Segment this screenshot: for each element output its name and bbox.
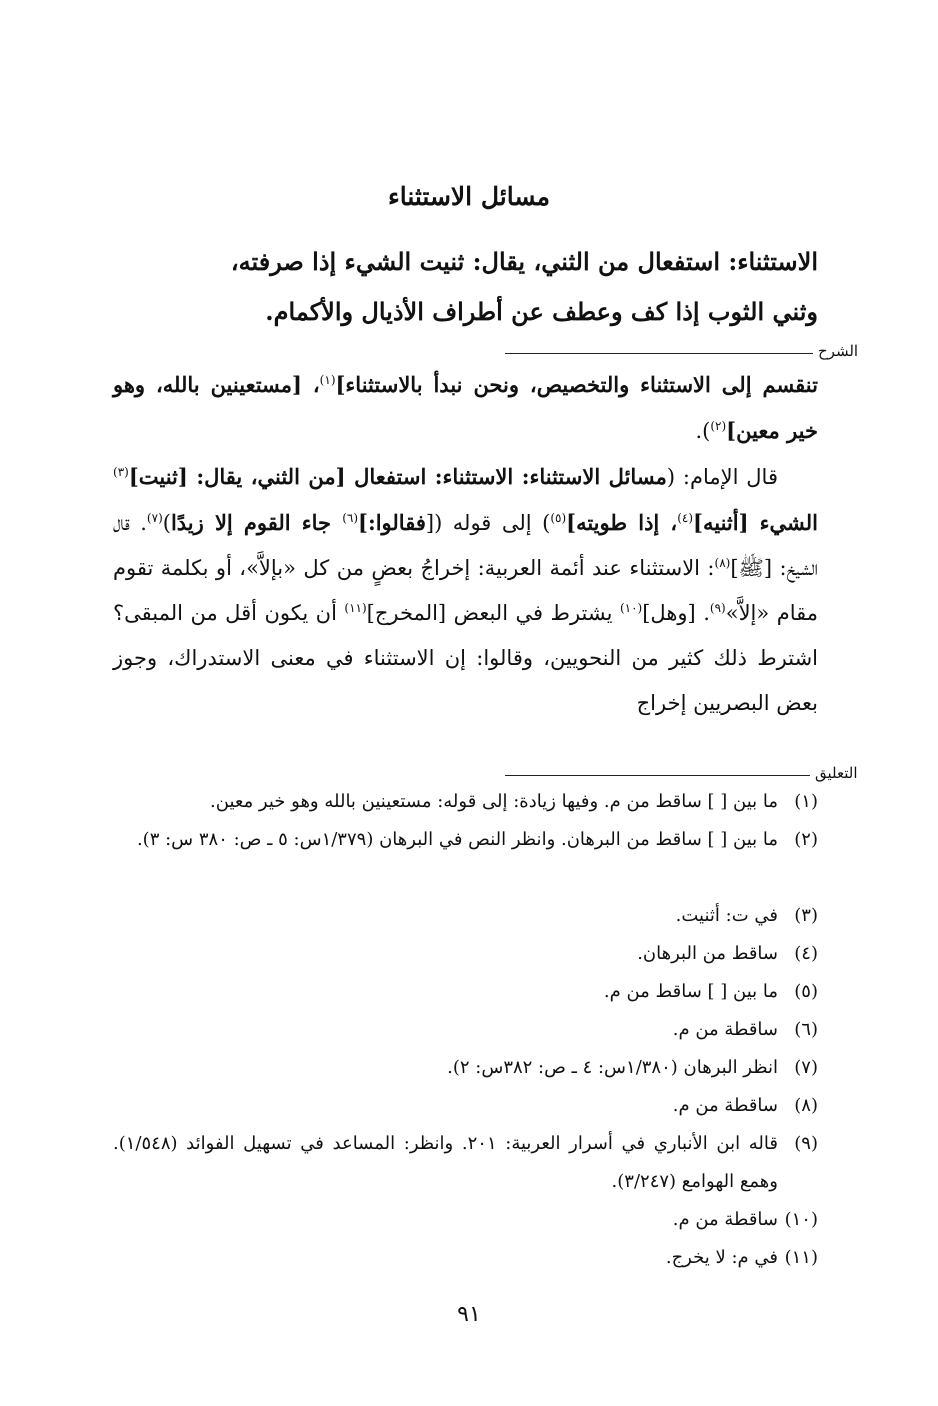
footnote-ref: (٧) xyxy=(146,511,163,525)
footnote-number: (١١) xyxy=(784,1247,818,1268)
footnote-item xyxy=(113,1125,818,1201)
sharh-segment: فقالوا:] xyxy=(358,510,426,535)
footnote-number: (٤) xyxy=(794,943,818,964)
footnote-item xyxy=(113,1201,818,1239)
sharh-label: الشرح xyxy=(818,342,859,360)
footnote-ref: (٦) xyxy=(342,511,359,525)
sharh-divider xyxy=(505,353,813,354)
footnote-item xyxy=(113,1011,818,1049)
sharh-segment: ). xyxy=(695,419,711,443)
footnote-number: (٩) xyxy=(794,1133,818,1154)
sharh-segment: ، [مستعينين بالله، وهو خير معين] xyxy=(113,372,818,443)
footnote-text: ما بين [ ] ساقط من م. وفيها زيادة: إلى قوله: مستعينين بالله وهو خير معين. xyxy=(210,791,778,812)
footnote-ref: (١١) xyxy=(344,601,367,615)
sharh-segment: . [وهل] xyxy=(642,601,710,625)
sharh-segment: تنقسم إلى الاستثناء والتخصيص، ونحن نبدأ بالاستثناء] xyxy=(335,372,818,397)
sharh-segment: ) إلى قوله ([ xyxy=(425,511,551,535)
footnote-number: (١) xyxy=(794,791,818,812)
sharh-segment: يشترط في البعض [المخرج] xyxy=(366,601,620,625)
footnote-ref: (١) xyxy=(319,373,336,387)
footnote-ref: (٤) xyxy=(677,511,694,525)
matn-text xyxy=(118,237,818,337)
footnote-item xyxy=(113,973,818,1011)
sharh-segment: أن يكون أقل من المبقى؟ اشترط ذلك كثير من النحويين، وقالوا: إن الاستثناء في معنى الاستدراك، وجوز بعض البصريين إخراج xyxy=(113,601,818,715)
footnote-ref: (٨) xyxy=(714,556,731,570)
footnote-text: قاله ابن الأنباري في أسرار العربية: ٢٠١. وانظر: المساعد في تسهيل الفوائد (١/٥٤٨). وهمع الهوامع (٣/٢٤٧). xyxy=(113,1133,778,1192)
taliq-divider xyxy=(505,775,810,776)
footnote-item xyxy=(113,935,818,973)
footnote-ref: (٢) xyxy=(710,419,727,433)
footnote-number: (٢) xyxy=(794,829,818,850)
sharh-paragraph xyxy=(113,454,818,726)
footnote-item xyxy=(113,821,818,897)
matn-line: الاستثناء: استفعال من الثني، يقال: ثنيت الشيء إذا صرفته، xyxy=(230,247,818,276)
sharh-segment: : الاستثناء عند أئمة العربية: إخراجُ بعضٍ من كل «بإلاَّ»، أو بكلمة تقوم مقام «إلاَّ» xyxy=(113,556,818,625)
footnotes xyxy=(113,783,818,1277)
sharh-paragraph xyxy=(113,362,818,454)
taliq-label: التعليق xyxy=(815,764,858,782)
sharh-segment: الشيء [أثنيه] xyxy=(693,510,819,535)
sharh-segment: قال الإمام: ( xyxy=(666,465,778,489)
sharh-segment: . قال الشيخ: [ﷺ] xyxy=(113,511,819,580)
sharh-segment: ، إذا طويته] xyxy=(566,510,678,535)
footnote-number: (٣) xyxy=(794,905,818,926)
footnote-item xyxy=(113,783,818,821)
footnote-item xyxy=(113,897,818,935)
section-title: مسائل الاستثناء xyxy=(387,182,551,211)
footnote-text: انظر البرهان (١/٣٨٠س: ٤ ـ ص: ٣٨٢س: ٢). xyxy=(447,1057,778,1078)
sharh-segment: مسائل الاستثناء: الاستثناء: استفعال [من الثني، يقال: [ثنيت] xyxy=(128,464,667,489)
footnote-text: ساقطة من م. xyxy=(672,1209,778,1230)
footnote-number: (٧) xyxy=(794,1057,818,1078)
footnote-text: في م: لا يخرج. xyxy=(665,1247,778,1268)
footnote-text: ساقط من البرهان. xyxy=(637,943,778,964)
footnote-text: ما بين [ ] ساقط من البرهان. وانظر النص في البرهان (١/٣٧٩س: ٥ ـ ص: ٣٨٠ س: ٣). xyxy=(136,829,778,850)
footnote-item xyxy=(113,1087,818,1125)
footnote-text: ما بين [ ] ساقط من م. xyxy=(603,981,778,1002)
footnote-text: ساقطة من م. xyxy=(672,1095,778,1116)
footnote-number: (٨) xyxy=(794,1095,818,1116)
footnote-text: في ت: أثنيت. xyxy=(675,905,778,926)
sharh-segment: ) xyxy=(162,511,171,535)
sharh-segment: جاء القوم إلا زيدًا xyxy=(170,510,343,535)
footnote-number: (٦) xyxy=(794,1019,818,1040)
footnote-text: ساقطة من م. xyxy=(672,1019,778,1040)
footnote-ref: (٥) xyxy=(550,511,567,525)
footnote-ref: (١٠) xyxy=(619,601,643,615)
footnote-number: (٥) xyxy=(794,981,818,1002)
footnote-ref: (٣) xyxy=(113,465,129,479)
footnote-item xyxy=(113,1049,818,1087)
page-number: ٩١ xyxy=(457,1302,481,1327)
footnote-item xyxy=(113,1239,818,1277)
footnote-ref: (٩) xyxy=(709,601,726,615)
footnote-number: (١٠) xyxy=(784,1209,818,1230)
sharh-text xyxy=(113,362,818,726)
matn-line: وثني الثوب إذا كف وعطف عن أطراف الأذيال والأكمام. xyxy=(265,297,818,326)
